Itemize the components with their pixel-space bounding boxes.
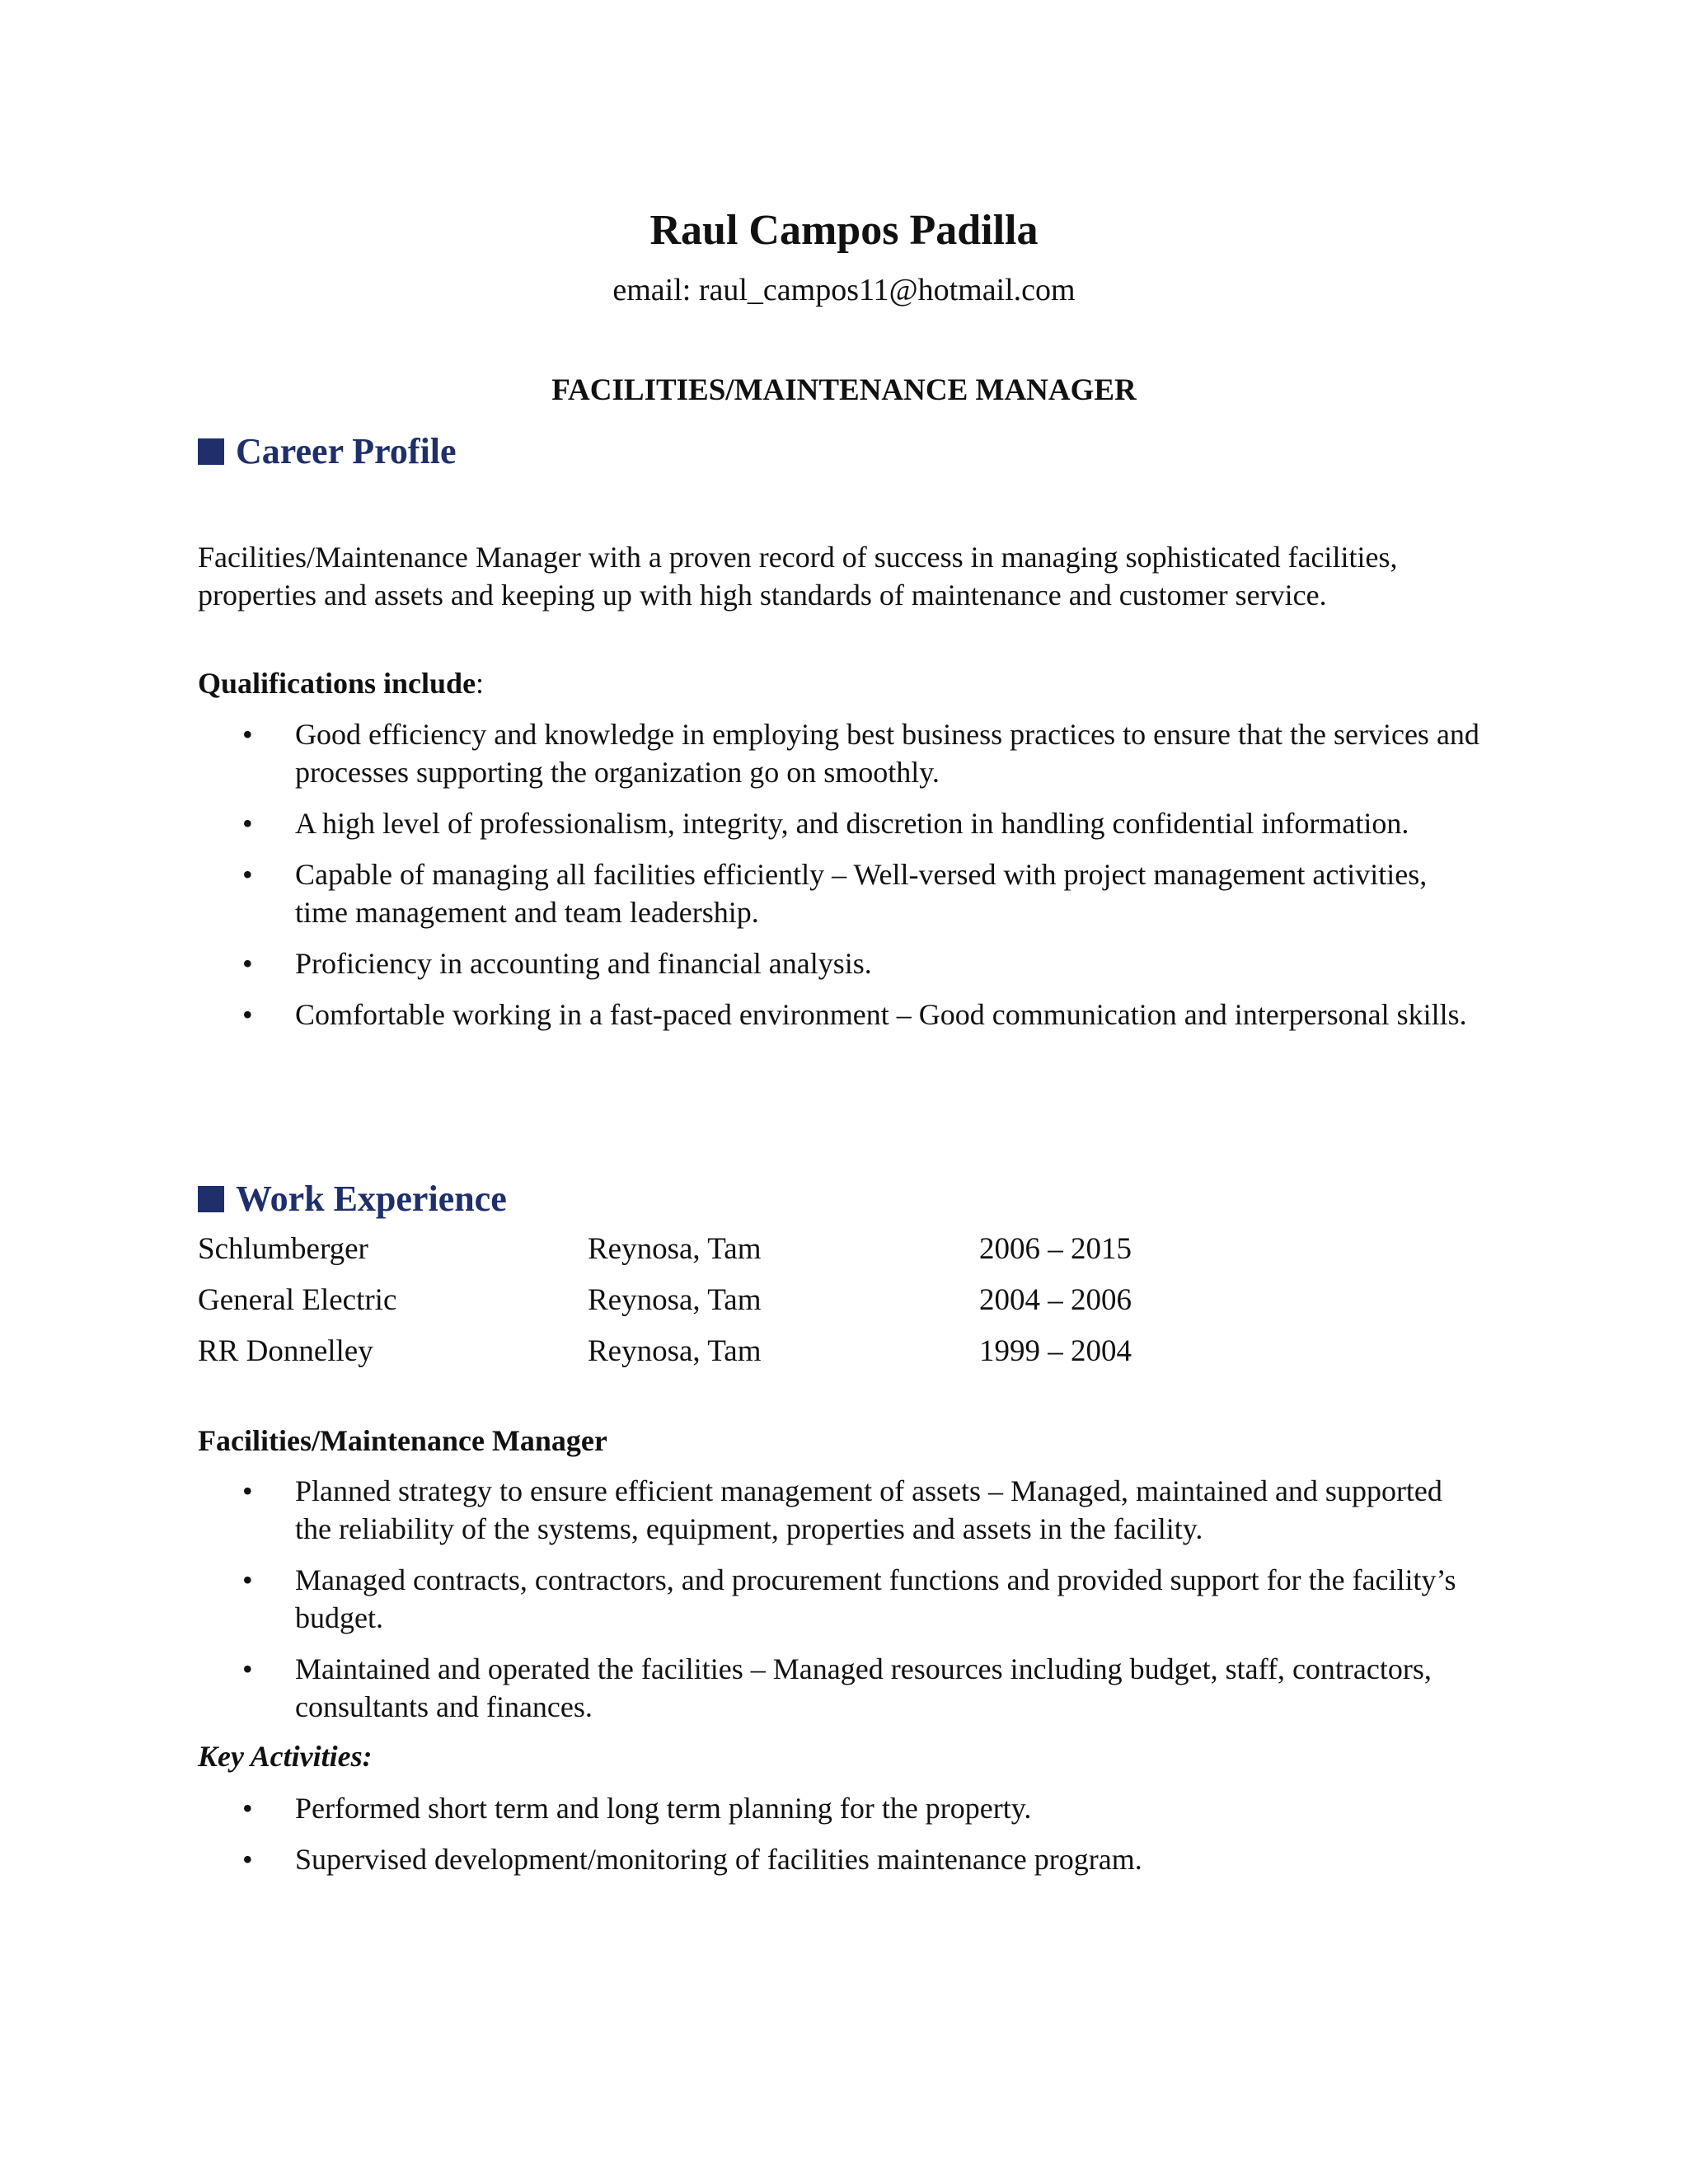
role-title: Facilities/Maintenance Manager — [198, 1424, 607, 1457]
responsibility-text: Planned strategy to ensure efficient management of assets – Managed, maintained and supported the reliability of the systems, equipment, properties and assets in the facility. — [295, 1474, 1442, 1545]
employment-dates: 2004 – 2006 — [979, 1283, 1132, 1317]
bullet-icon: • — [242, 718, 253, 751]
bullet-icon: • — [242, 858, 253, 891]
qualification-text: Good efficiency and knowledge in employing best business practices to ensure that the services and processes supporting the organization go on smoothly. — [295, 718, 1479, 789]
key-activity-item — [198, 1840, 1484, 1878]
key-activity-text: Supervised development/monitoring of facilities maintenance program. — [295, 1843, 1142, 1876]
employment-row — [198, 1333, 1484, 1384]
employment-table — [198, 1230, 1484, 1384]
employment-dates: 1999 – 2004 — [979, 1334, 1132, 1368]
candidate-name: Raul Campos Padilla — [649, 207, 1039, 254]
qualification-item — [198, 804, 1484, 842]
qualifications-colon: : — [476, 667, 485, 700]
responsibilities-list — [198, 1472, 1484, 1739]
square-bullet-icon — [198, 1186, 224, 1212]
key-activity-text: Performed short term and long term planning for the property. — [295, 1792, 1032, 1825]
employment-row — [198, 1282, 1484, 1333]
responsibility-text: Managed contracts, contractors, and procurement functions and provided support for the facility’s budget. — [295, 1563, 1456, 1634]
responsibility-item — [198, 1561, 1484, 1637]
responsibility-item — [198, 1472, 1484, 1548]
bullet-icon: • — [242, 1563, 253, 1596]
employer-name: General Electric — [198, 1283, 397, 1317]
key-activity-item — [198, 1789, 1484, 1827]
bullet-icon: • — [242, 1792, 253, 1825]
work-experience-heading — [198, 1176, 507, 1222]
employer-name: Schlumberger — [198, 1232, 368, 1266]
qualification-text: Capable of managing all facilities efficiently – Well-versed with project management activities, time management and team leadership. — [295, 858, 1428, 929]
qualifications-label — [198, 664, 484, 702]
employer-location: Reynosa, Tam — [588, 1232, 762, 1266]
qualification-text: Proficiency in accounting and financial analysis. — [295, 947, 872, 980]
employer-location: Reynosa, Tam — [588, 1283, 762, 1317]
qualification-item — [198, 944, 1484, 982]
bullet-icon: • — [242, 1843, 253, 1876]
responsibility-item — [198, 1650, 1484, 1726]
key-activities-list — [198, 1789, 1484, 1891]
key-activities-label: Key Activities: — [198, 1740, 373, 1773]
qualification-text: A high level of professionalism, integrity, and discretion in handling confidential information. — [295, 807, 1409, 840]
qualifications-label-text: Qualifications include — [198, 667, 476, 700]
bullet-icon: • — [242, 1474, 253, 1507]
bullet-icon: • — [242, 1652, 253, 1685]
employment-dates: 2006 – 2015 — [979, 1232, 1132, 1266]
bullet-icon: • — [242, 998, 253, 1031]
employment-row — [198, 1230, 1484, 1282]
employer-location: Reynosa, Tam — [588, 1334, 762, 1368]
qualification-item — [198, 715, 1484, 791]
work-experience-heading-text: Work Experience — [236, 1179, 507, 1219]
career-profile-heading-text: Career Profile — [236, 431, 457, 471]
qualification-text: Comfortable working in a fast-paced environment – Good communication and interpersonal skills. — [295, 998, 1467, 1031]
employer-name: RR Donnelley — [198, 1334, 373, 1368]
square-bullet-icon — [198, 438, 224, 465]
job-title: FACILITIES/MAINTENANCE MANAGER — [551, 373, 1137, 407]
career-summary: Facilities/Maintenance Manager with a proven record of success in managing sophisticated facilities, properties and assets and keeping up with high standards of maintenance and customer service. — [198, 541, 1398, 612]
bullet-icon: • — [242, 947, 253, 980]
qualification-item — [198, 855, 1484, 931]
bullet-icon: • — [242, 807, 253, 840]
contact-email: email: raul_campos11@hotmail.com — [612, 273, 1076, 307]
qualification-item — [198, 996, 1484, 1033]
qualifications-list — [198, 715, 1484, 1047]
career-profile-heading — [198, 429, 457, 475]
responsibility-text: Maintained and operated the facilities – Managed resources including budget, staff, contractors, consultants and finances. — [295, 1652, 1432, 1723]
